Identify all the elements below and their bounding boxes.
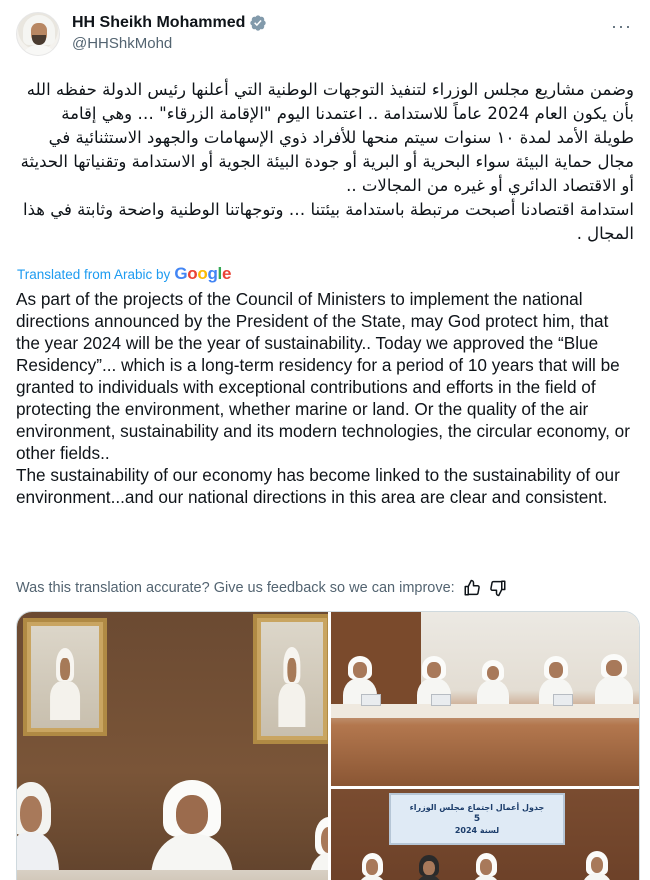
media-photo-2[interactable] — [331, 612, 640, 786]
portrait-frame-left — [23, 618, 107, 736]
tweet-header — [16, 12, 634, 60]
media-photo-1[interactable] — [17, 612, 328, 880]
avatar[interactable] — [16, 12, 60, 56]
more-options-icon[interactable]: ··· — [611, 16, 632, 36]
translated-from-link[interactable]: Translated from Arabic by — [17, 266, 171, 282]
agenda-screen — [389, 793, 565, 845]
portrait-frame-right — [253, 614, 328, 744]
translation-feedback — [16, 579, 507, 597]
tweet-text-translation — [16, 288, 636, 508]
screen-line-1: جدول أعمال اجتماع مجلس الوزراء — [409, 803, 545, 812]
translation-paragraph-1: As part of the projects of the Council of Ministers to implement the national directions announced by the President of the State, may God protect him, that the year 2024 will be the year of sustainability.. Today we approved the “Blue Residency”... which is a long-term residency for a period of 10 years that will be granted to individuals with exceptional contributions and efforts in the field of protecting the environment, whether marine or land. Or the quality of the air environment, sustainability and its modern technologies, the circular economy, or other fields.. — [16, 289, 630, 463]
author-block — [72, 14, 267, 52]
tweet-text-arabic: وضمن مشاريع مجلس الوزراء لتنفيذ التوجهات الوطنية التي أعلنها رئيس الدولة حفظه الله بأن يكون العام 2024 عاماً للاستدامة .. اعتمدنا اليوم "الإقامة الزرقاء" … وهي إقامة طويلة الأمد لمدة ١٠ سنوات سيتم منحها للأفراد ذوي الإسهامات والجهود الاستثنائية في مجال حماية البيئة سواء البحرية أو البرية أو جودة البيئة الجوية أو الاستدامة وتقنياتها الحديثة أو الاقتصاد الدائري أو غيره من المجالات .. استدامة اقتصادنا أصبحت مرتبطة باستدامة بيئتنا … وتوجهاتنا الوطنية واضحة وثابتة في هذا المجال . — [20, 80, 634, 243]
screen-line-2: 5 — [473, 814, 481, 824]
verified-badge-icon — [249, 14, 267, 32]
media-photo-3[interactable] — [331, 789, 640, 880]
google-logo: Google — [174, 264, 232, 283]
translation-attribution — [17, 264, 231, 284]
feedback-prompt: Was this translation accurate? Give us feedback so we can improve: — [16, 580, 455, 596]
thumbs-down-icon[interactable] — [489, 579, 507, 597]
media-grid — [16, 611, 640, 880]
thumbs-up-icon[interactable] — [463, 579, 481, 597]
screen-line-3: لسنة 2024 — [454, 826, 500, 835]
author-display-name[interactable]: HH Sheikh Mohammed — [72, 14, 246, 31]
author-handle[interactable]: @HHShkMohd — [72, 35, 173, 52]
translation-paragraph-2: The sustainability of our economy has become linked to the sustainability of our environment...and our national directions in this area are clear and consistent. — [16, 465, 620, 507]
